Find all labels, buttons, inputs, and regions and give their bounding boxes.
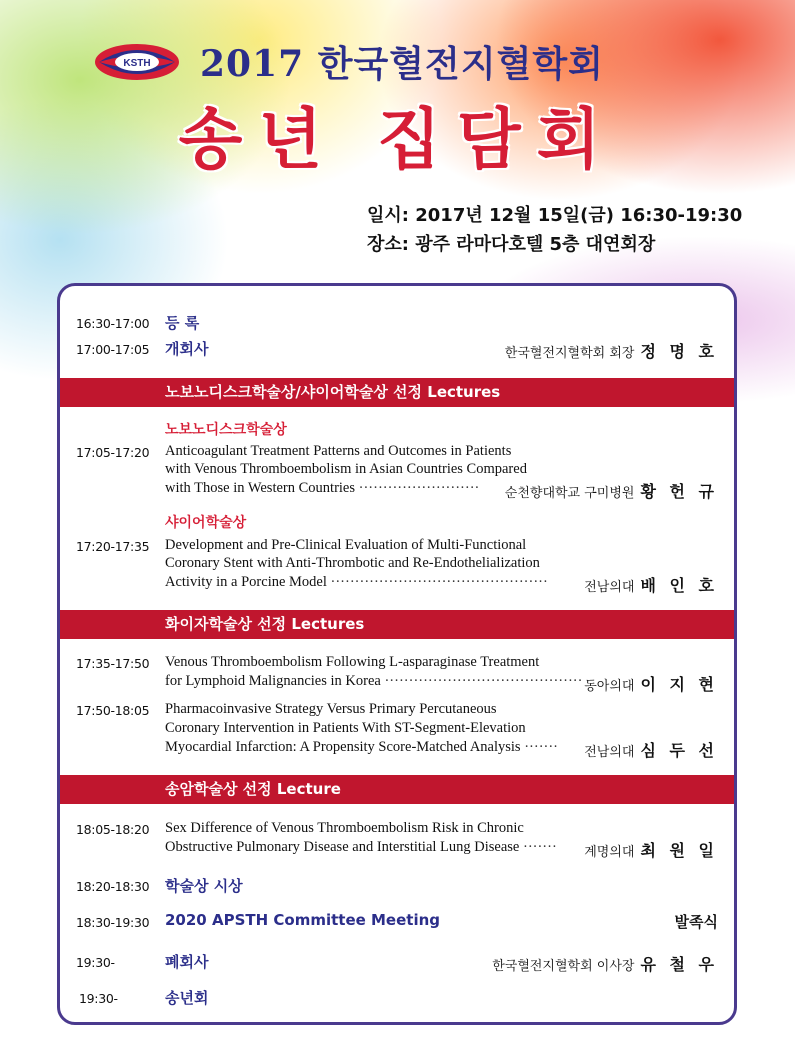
time-label: 17:20-17:35 [76,539,150,554]
leader-dots: ········································· [384,673,583,689]
time-label: 18:20-18:30 [76,879,150,894]
leader-dots: ······· [522,839,557,855]
lecture-title-line [165,573,548,591]
speaker-affiliation: 동아의대 [584,679,635,694]
lecture-title-line: Coronary Intervention in Patients With ST-Segment-Elevation [165,720,526,736]
section-band: 화이자학술상 선정 Lectures [60,610,734,639]
lecture-title-line: with Venous Thromboembolism in Asian Countries Compared [165,461,527,477]
award-name: 노보노디스크학술상 [165,422,287,438]
speaker [505,339,718,362]
speaker-name: 배 인 호 [640,576,718,595]
time-label: 18:05-18:20 [76,822,150,837]
lecture-title-line: Pharmacoinvasive Strategy Versus Primary Percutaneous [165,701,497,717]
date-line: 일시: 2017년 12월 15일(금) 16:30-19:30 [367,205,743,226]
event-title: 2017 한국혈전지혈학회 [200,43,604,85]
speaker-name: 정 명 호 [640,342,718,361]
time-label: 17:35-17:50 [76,656,150,671]
lecture-title-line: Anticoagulant Treatment Patterns and Outcomes in Patients [165,443,512,459]
lecture-title-text: Obstructive Pulmonary Disease and Interstitial Lung Disease [165,839,520,855]
lecture-title-line: Sex Difference of Venous Thromboembolism Risk in Chronic [165,820,524,836]
leader-dots: ······· [524,739,559,755]
speaker-affiliation: 전남의대 [584,580,635,595]
closing-label: 폐회사 [165,953,209,971]
time-label: 17:00-17:05 [76,342,150,357]
speaker-name: 황 헌 규 [640,482,718,501]
section-band: 노보노디스크학술상/샤이어학술상 선정 Lectures [60,378,734,407]
speaker-affiliation: 계명의대 [584,845,635,860]
award-name: 샤이어학술상 [165,515,247,531]
committee-meeting-label: 2020 APSTH Committee Meeting [165,911,441,929]
year-end-party-label: 송년회 [165,989,209,1007]
lecture-title-line: Venous Thromboembolism Following L-asparaginase Treatment [165,654,540,670]
speaker [492,952,718,975]
place-line: 장소: 광주 라마다호텔 5층 대연회장 [367,234,656,255]
speaker [584,838,718,861]
speaker [505,479,718,502]
time-label: 19:30- [79,991,118,1006]
speaker-affiliation: 한국혈전지혈학회 회장 [504,346,635,361]
main-title: 송년 집담회 [178,101,617,178]
speaker-name: 최 원 일 [640,841,718,860]
speaker-name: 심 두 선 [640,741,718,760]
time-label: 16:30-17:00 [76,316,150,331]
ksth-logo [93,42,181,82]
time-label: 17:50-18:05 [76,703,150,718]
lecture-title-line [165,479,479,497]
time-label: 19:30- [76,955,115,970]
lecture-title-text: for Lymphoid Malignancies in Korea [165,673,381,689]
lecture-title-line [165,738,558,756]
lecture-title-text: Activity in a Porcine Model [165,574,327,590]
svg-text:KSTH: KSTH [123,58,151,69]
speaker-affiliation: 한국혈전지혈학회 이사장 [492,959,635,974]
speaker-affiliation: 전남의대 [584,745,635,760]
speaker-affiliation: 순천향대학교 구미병원 [504,486,635,501]
lecture-title-line: Coronary Stent with Anti-Thrombotic and Re-Endothelialization [165,555,540,571]
time-label: 18:30-19:30 [76,915,150,930]
opening-label: 개회사 [165,340,209,358]
speaker-name: 유 철 우 [640,955,718,974]
leader-dots: ············································· [330,574,548,590]
speaker-name: 이 지 현 [640,675,718,694]
lecture-title-line [165,672,582,690]
speaker [584,573,718,596]
leader-dots: ························· [358,480,480,496]
speaker [584,738,718,761]
launch-label: 발족식 [674,913,718,931]
section-band: 송암학술상 선정 Lecture [60,775,734,804]
award-ceremony-label: 학술상 시상 [165,877,243,895]
registration-label: 등 록 [165,314,200,332]
time-label: 17:05-17:20 [76,445,150,460]
program-panel [57,283,737,1025]
speaker [584,672,718,695]
lecture-title-line: Development and Pre-Clinical Evaluation of Multi-Functional [165,537,527,553]
lecture-title-text: with Those in Western Countries [165,480,356,496]
lecture-title-text: Myocardial Infarction: A Propensity Score-Matched Analysis [165,739,521,755]
lecture-title-line [165,838,557,856]
